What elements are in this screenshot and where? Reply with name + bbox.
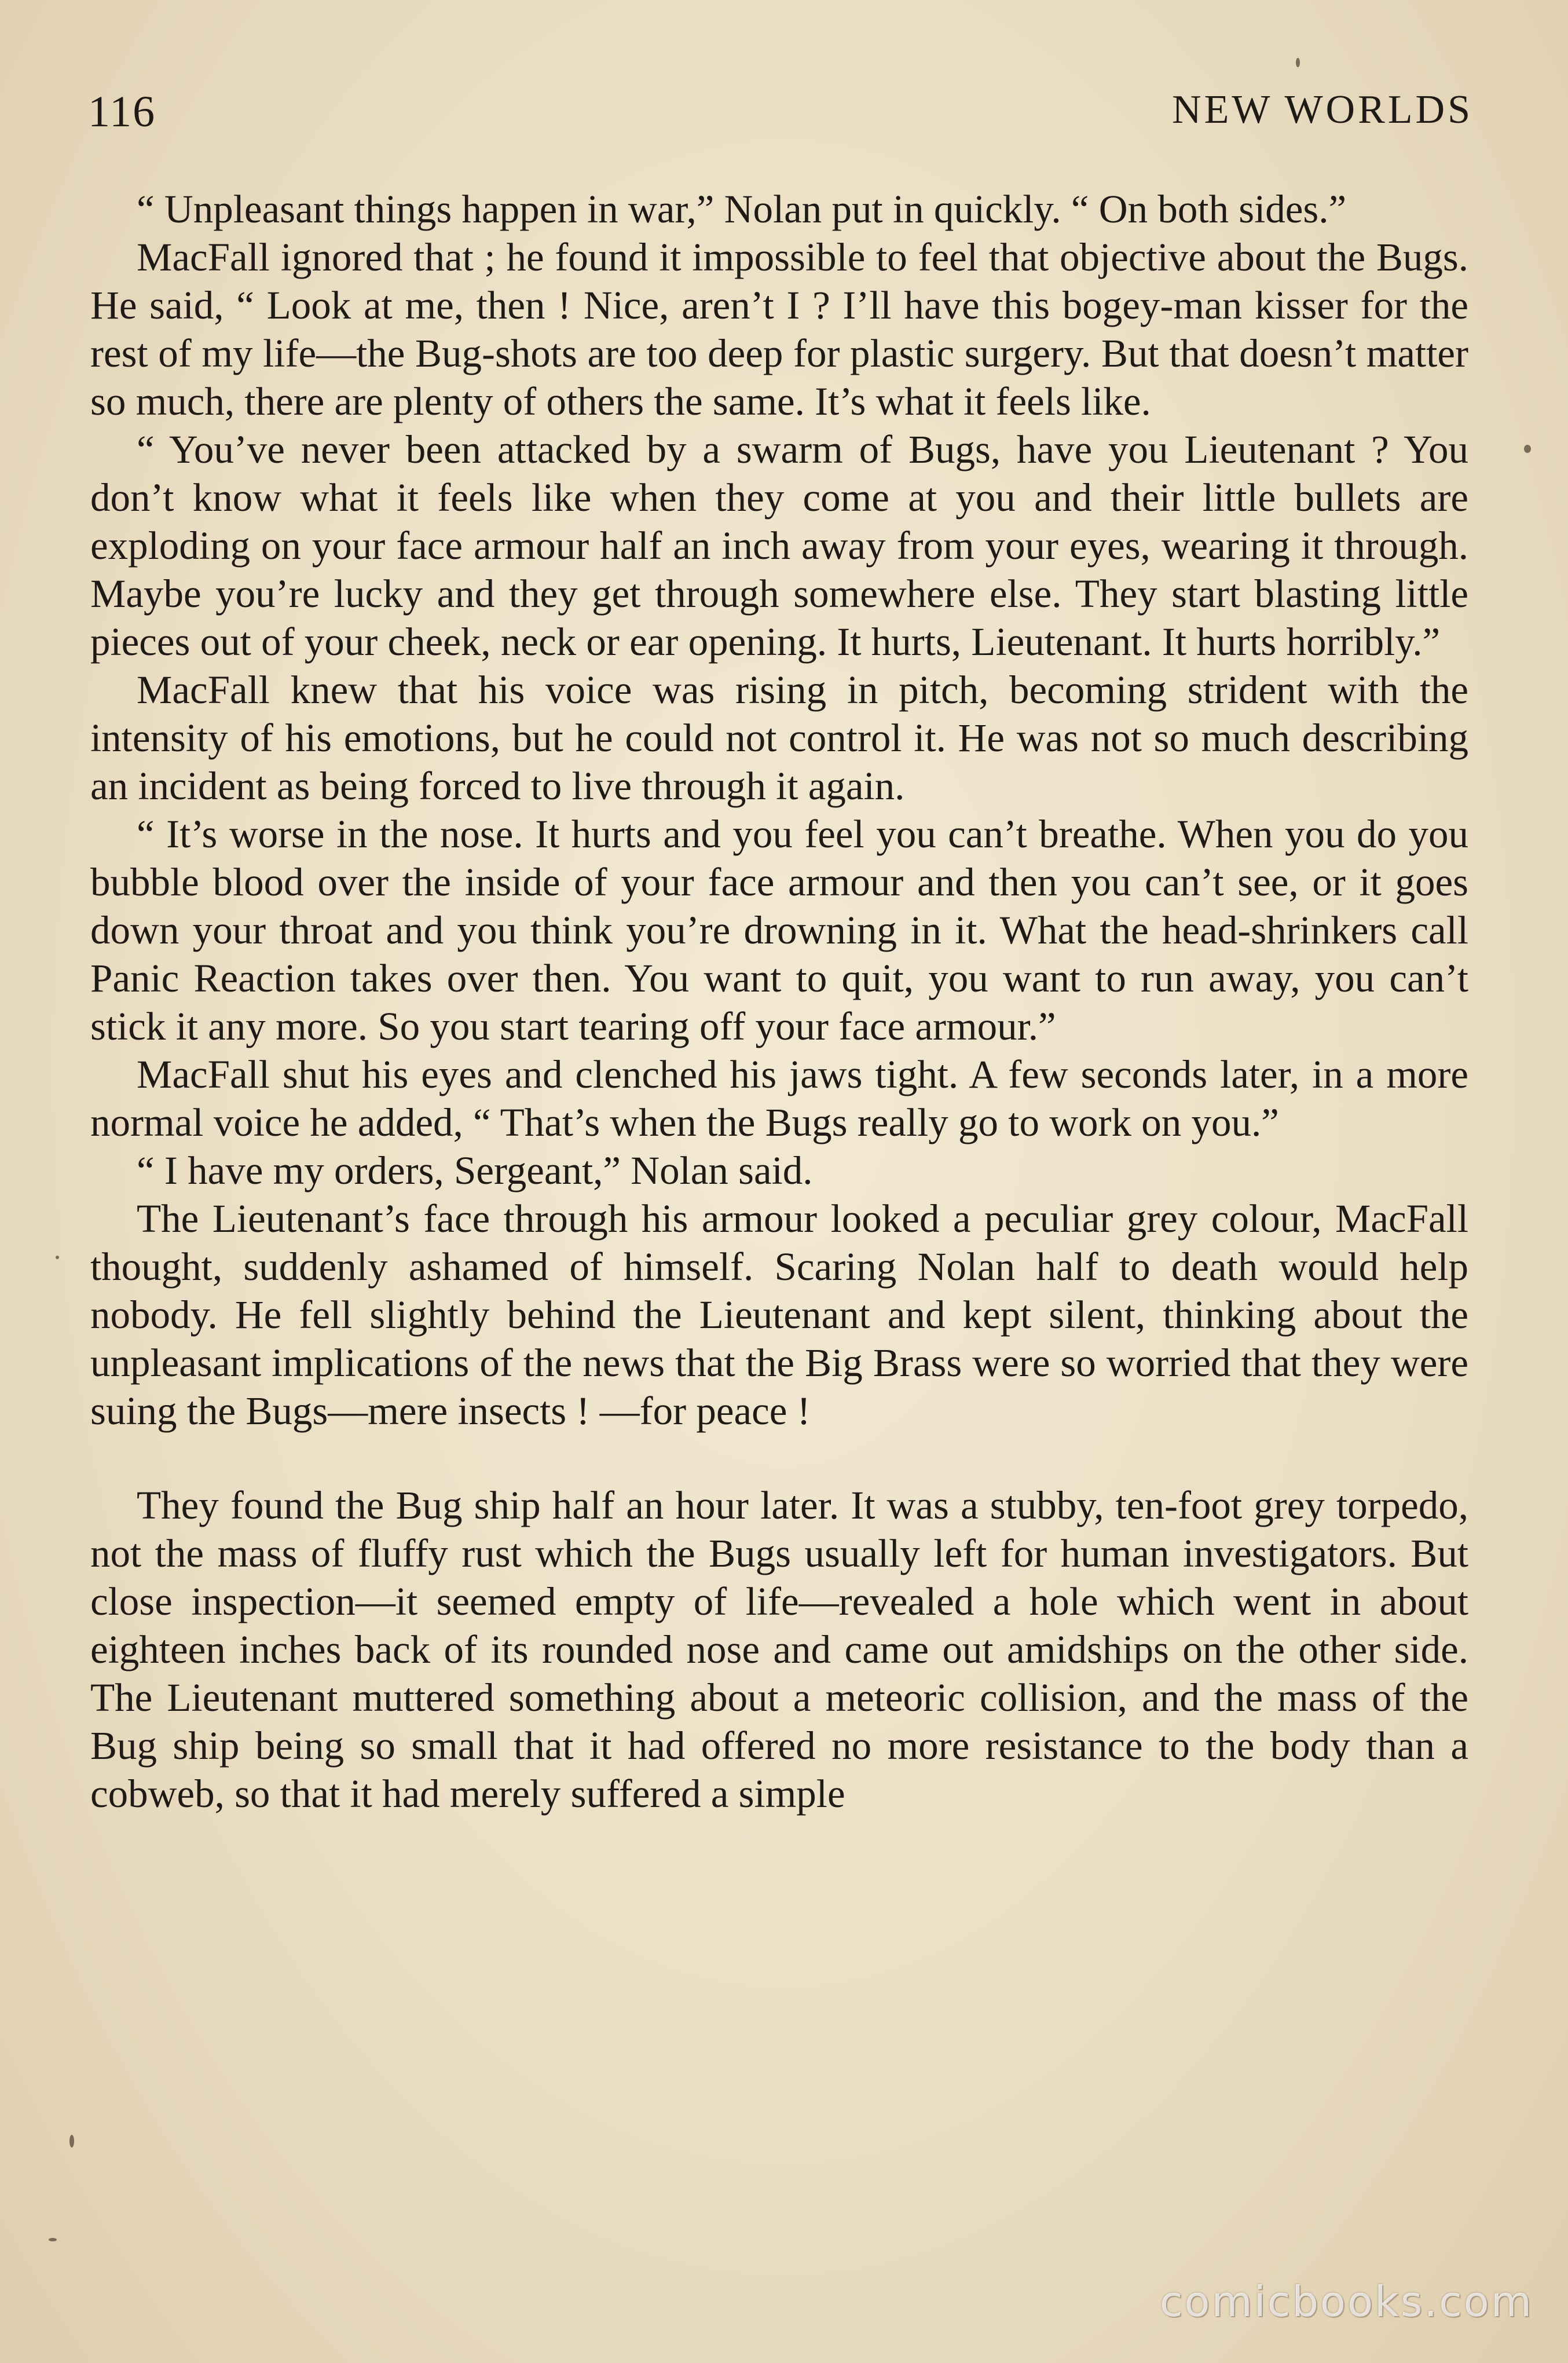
paper-speck [1296,58,1300,67]
paragraph: They found the Bug ship half an hour later. It was a stubby, ten-foot grey torpedo, not the mass of fluffy rust which the Bugs usually left for human investigators. But close inspection—it seemed empty of life—revealed a hole which went in about eighteen inches back of its rounded nose and came out amidships on the other side. The Lieutenant muttered something about a meteoric collision, and the mass of the Bug ship being so small that it had offered no more resistance to the body than a cobweb, so that it had merely suffered a simple [90,1483,1468,1816]
paragraph: “ I have my orders, Sergeant,” Nolan said. [137,1148,813,1193]
paragraph: MacFall knew that his voice was rising in pitch, becoming strident with the intensity of his emotions, but he could not control it. He was not so much describing an incident as being forced to live through it again. [90,668,1468,808]
body-text [90,185,1468,1818]
paragraph: The Lieutenant’s face through his armour looked a peculiar grey colour, MacFall thought, suddenly ashamed of himself. Scaring Nolan half to death would help nobody. He fell slightly behind the Lieutenant and kept silent, thinking about the unpleasant implications of the news that the Big Brass were so worried that they were suing the Bugs—mere insects ! —for peace ! [90,1197,1468,1433]
paragraph: “ Unpleasant things happen in war,” Nolan put in quickly. “ On both sides.” [137,187,1347,231]
page-header [88,87,1473,151]
paper-speck [1524,445,1531,453]
paragraph: “ You’ve never been attacked by a swarm of Bugs, have you Lieutenant ? You don’t know what it feels like when they come at you and their little bullets are exploding on your face armour half an inch away from your eyes, wearing it through. Maybe you’re lucky and they get through somewhere else. They start blasting little pieces out of your cheek, neck or ear opening. It hurts, Lieutenant. It hurts horribly.” [90,427,1468,664]
page-number: 116 [88,87,156,136]
paper-speck [49,2238,57,2241]
paragraph: MacFall shut his eyes and clenched his jaws tight. A few seconds later, in a more normal voice he added, “ That’s when the Bugs really go to work on you.” [90,1052,1468,1144]
paper-speck [69,2135,74,2148]
paper-speck [56,1256,59,1259]
site-watermark: comicbooks.com [1159,2277,1533,2326]
paragraph: “ It’s worse in the nose. It hurts and you feel you can’t breathe. When you do you bubble blood over the inside of your face armour and then you can’t see, or it goes down your throat and you think you’re drowning in it. What the head-shrinkers call Panic Reaction takes over then. You want to quit, you want to run away, you can’t stick it any more. So you start tearing off your face armour.” [90,812,1468,1048]
paragraph: MacFall ignored that ; he found it impossible to feel that objective about the Bugs. He said, “ Look at me, then ! Nice, aren’t I ? I’ll have this bogey-man kisser for the rest of my life—the Bug-shots are too deep for plastic surgery. But that doesn’t matter so much, there are plenty of others the same. It’s what it feels like. [90,235,1468,423]
running-head: NEW WORLDS [1172,87,1473,132]
